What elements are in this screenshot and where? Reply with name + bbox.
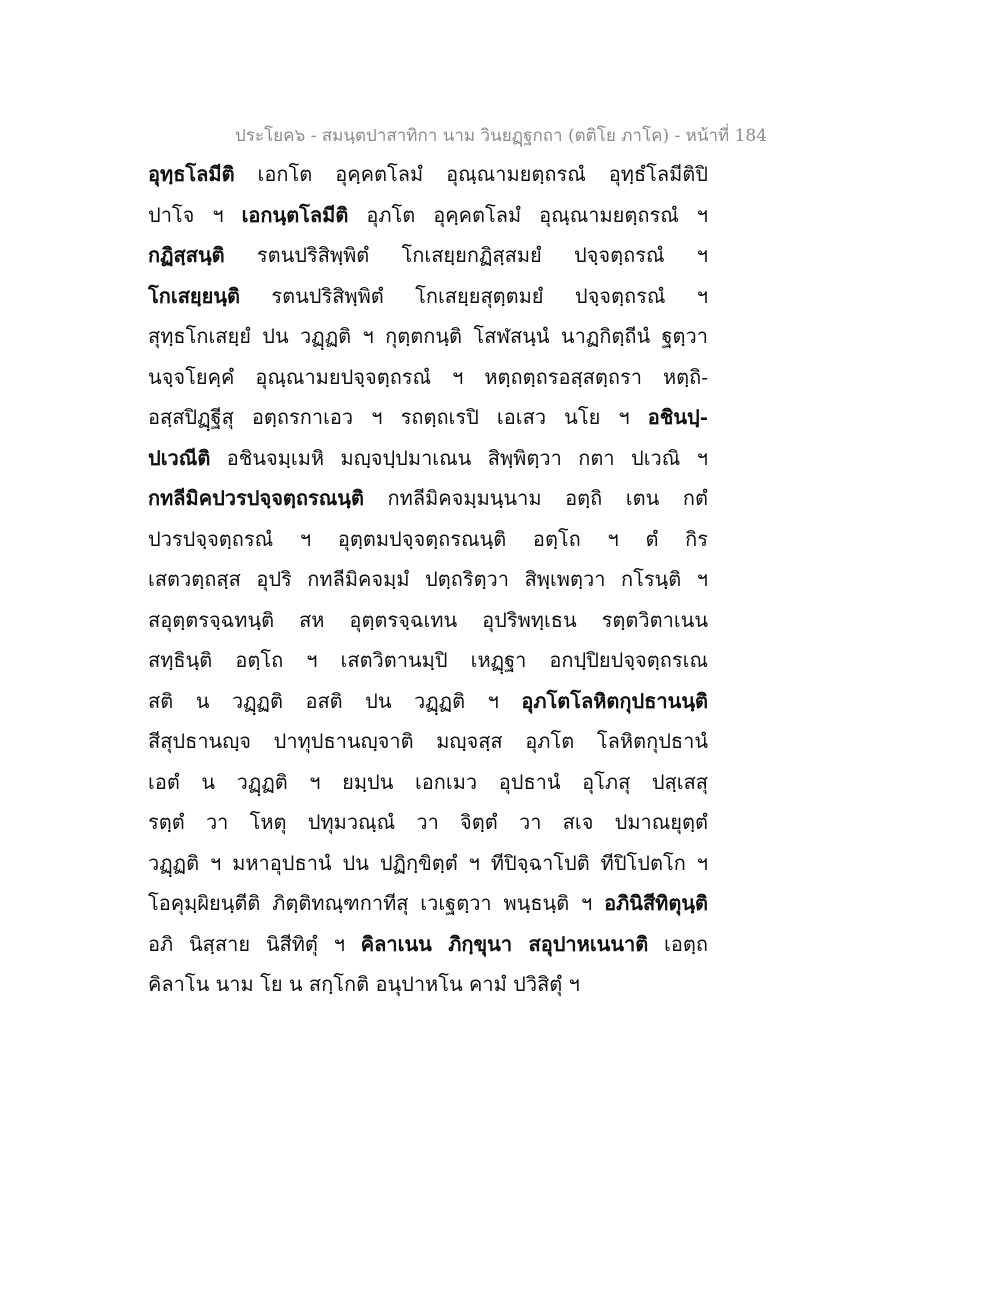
headword: อชินปฺ- (647, 405, 708, 429)
text-segment: เอกโต อุคฺคตโลมํ อุณฺณามยตฺถรณํ อุทฺธํโลมีติปิ (234, 162, 708, 186)
text-line (148, 154, 708, 195)
text-segment: อุภโต อุคฺคตโลมํ อุณฺณามยตฺถรณํ ฯ (348, 202, 708, 227)
text-segment: เอตฺถ (648, 931, 708, 956)
text-segment: ปวรปจฺจตฺถรณํ ฯ อุตฺตมปจฺจตฺถรณนฺติ อตฺโถ ฯ ตํ กิร (148, 526, 708, 551)
text-line (148, 762, 708, 803)
text-segment: ปาโจ ฯ (148, 202, 242, 227)
text-line (148, 397, 708, 438)
text-segment: สีสุปธานญฺจ ปาทุปธานญฺจาติ มญฺจสฺส อุภโต โลหิตกุปธานํ (148, 729, 708, 753)
text-line (148, 438, 708, 479)
text-segment: รตฺตํ วา โหตุ ปทุมวณฺณํ วา จิตฺตํ วา สเจ ปมาณยุตฺตํ (148, 810, 708, 834)
text-line (148, 964, 708, 1005)
headword: กทลีมิคปวรปจฺจตฺถรณนฺติ (148, 486, 364, 510)
text-segment: นจฺจโยคฺคํ อุณฺณามยปจฺจตฺถรณํ ฯ หตฺถตฺถรอสฺสตฺถรา หตฺถิ- (148, 364, 708, 389)
headword: ปเวณีติ (148, 445, 211, 470)
text-line (148, 600, 708, 641)
text-line (148, 883, 708, 924)
text-segment: อสฺสปิฏฺฐีสุ อตฺถรกาเอว ฯ รถตฺถเรปิ เอเสว นโย ฯ (148, 405, 648, 429)
text-line (148, 559, 708, 600)
text-segment: รตนปริสิพฺพิตํ โกเสยฺยกฏิสฺสมยํ ปจฺจตฺถรณํ ฯ (224, 243, 708, 267)
text-line (148, 721, 708, 762)
text-line (148, 478, 708, 519)
text-segment: อภิ นิสฺสาย นิสีทิตุํ ฯ (148, 931, 361, 956)
body-text (148, 154, 708, 1005)
text-line (148, 802, 708, 843)
text-line (148, 276, 708, 317)
text-segment: คิลาโน นาม โย น สกฺโกติ อนุปาหโน คามํ ปวิสิตุํ ฯ (148, 972, 580, 996)
text-line (148, 316, 708, 357)
text-line (148, 235, 708, 276)
text-segment: อชินจมฺเมหิ มญฺจปฺปมาเณน สิพฺพิตฺวา กตา ปเวณิ ฯ (210, 445, 708, 470)
text-segment: รตนปริสิพฺพิตํ โกเสยฺยสุตฺตมยํ ปจฺจตฺถรณํ ฯ (240, 283, 708, 308)
headword: กฏิสฺสนฺติ (148, 243, 225, 267)
headword: เอกนฺตโลมีติ (241, 202, 349, 227)
text-line (148, 357, 708, 398)
text-segment: โอคุมฺผิยนฺตีติ ภิตฺติทณฺฑกาทีสุ เวเฐตฺวา พนฺธนฺติ ฯ (148, 891, 605, 915)
headword: โกเสยฺยนฺติ (148, 283, 240, 308)
headword: อภินิสีทิตุนฺติ (604, 891, 708, 915)
text-segment: สทฺธินฺติ อตฺโถ ฯ เสตวิตานมฺปิ เหฏฺฐา อกปฺปิยปจฺจตฺถรเณ (148, 648, 708, 672)
text-segment: เสตวตฺถสฺส อุปริ กทลีมิคจมฺมํ ปตฺถริตฺวา สิพฺเพตฺวา กโรนฺติ ฯ (148, 567, 708, 591)
text-line (148, 640, 708, 681)
text-line (148, 924, 708, 965)
text-segment: สติ น วฏฺฏติ อสติ ปน วฏฺฏติ ฯ (148, 688, 522, 713)
text-segment: สุทฺธโกเสยฺยํ ปน วฏฺฏติ ฯ กุตฺตกนฺติ โสฬสนฺนํ นาฏกิตฺถีนํ ฐตฺวา (148, 324, 708, 348)
page-header: ประโยค๖ - สมนฺตปาสาทิกา นาม วินยฏฺฐกถา (ตติโย ภาโค) - หน้าที่ 184 (234, 126, 768, 146)
text-line (148, 519, 708, 560)
text-segment: สอุตฺตรจฺฉทนฺติ สห อุตฺตรจฺฉเทน อุปริพทฺเธน รตฺตวิตาเนน (148, 607, 708, 632)
text-segment: วฏฺฏติ ฯ มหาอุปธานํ ปน ปฏิกฺขิตฺตํ ฯ ทีปิจฺฉาโปติ ทีปิโปตโก ฯ (148, 850, 708, 875)
text-line (148, 681, 708, 722)
headword: อุภโตโลหิตกุปธานนฺติ (521, 688, 708, 713)
text-segment: เอตํ น วฏฺฏติ ฯ ยมฺปน เอกเมว อุปธานํ อุโภสุ ปสฺเสสุ (148, 769, 708, 794)
text-line (148, 195, 708, 236)
text-segment: กทลีมิคจมฺมนฺนาม อตฺถิ เตน กตํ (363, 486, 708, 510)
headword: อุทฺธโลมีติ (148, 162, 235, 186)
text-line (148, 843, 708, 884)
headword: คิลาเนน ภิกฺขุนา สอุปาหเนนาติ (360, 931, 649, 956)
